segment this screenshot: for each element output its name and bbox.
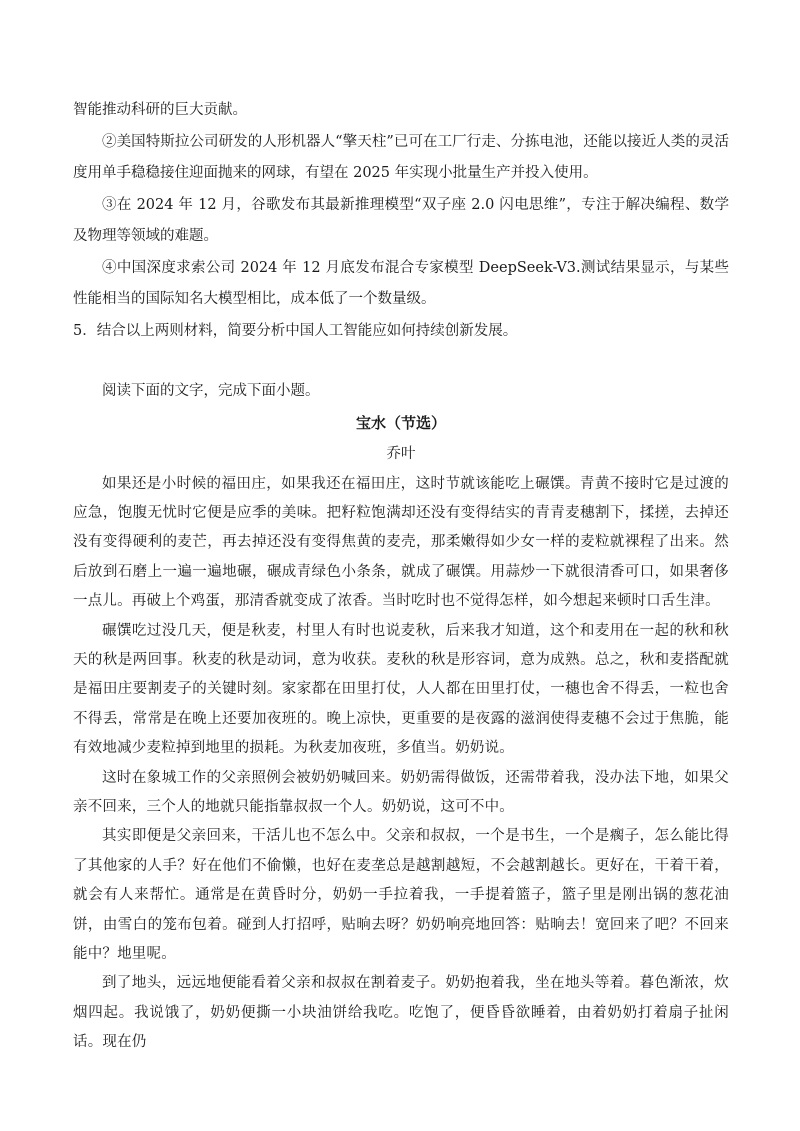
document-page — [73, 95, 729, 1058]
story-paragraph-2: 碾馔吃过没几天，便是秋麦，村里人有时也说麦秋，后来我才知道，这个和麦用在一起的秋和秋天的秋是两回事。秋麦的秋是动词，意为收获。麦秋的秋是形容词，意为成熟。总之，秋和麦搭配就是福田庄要割麦子的关键时刻。家家都在田里打仗，人人都在田里打仗，一穗也舍不得丢，一粒也舍不得丢，常常是在晚上还要加夜班的。晚上凉快，更重要的是夜露的滋润使得麦穗不会过于焦脆，能有效地减少麦粒掉到地里的损耗。为秋麦加夜班，多值当。奶奶说。 — [73, 622, 729, 757]
story-title: 宝水（节选） — [355, 413, 446, 432]
material-item-2: ②美国特斯拉公司研发的人形机器人“擎天柱”已可在工厂行走、分拣电池，还能以接近人类的灵活度用单手稳稳接住迎面抛来的网球，有望在 2025 年实现小批量生产并投入使用。 — [73, 133, 729, 181]
material-item-3: ③在 2024 年 12 月，谷歌发布其最新推理模型“双子座 2.0 闪电思维”，专注于解决编程、数学及物理等领域的难题。 — [73, 196, 729, 244]
material-section — [73, 95, 729, 316]
reading-instruction: 阅读下面的文字，完成下面小题。 — [102, 383, 320, 399]
story-paragraph-4: 其实即便是父亲回来，干活儿也不怎么中。父亲和叔叔，一个是书生，一个是瘸子，怎么能比得了其他家的人手？好在他们不偷懒，也好在麦垄总是越割越短，不会越割越长。更好在，干着干着，就会有人来帮忙。通常是在黄昏时分，奶奶一手拉着我，一手提着篮子，篮子里是刚出锅的葱花油饼，由雪白的笼布包着。碰到人打招呼，贴晌去呀？奶奶响亮地回答：贴晌去！宽回来了吧？不回来能中？地里呢。 — [73, 828, 729, 962]
question-5: 5．结合以上两则材料，简要分析中国人工智能应如何持续创新发展。 — [73, 322, 518, 339]
story-author: 乔叶 — [386, 445, 416, 462]
material-tail-line: 智能推动科研的巨大贡献。 — [73, 102, 247, 118]
story-paragraph-5: 到了地头，远远地便能看着父亲和叔叔在割着麦子。奶奶抱着我，坐在地头等着。暮色渐浓，炊烟四起。我说饿了，奶奶便撕一小块油饼给我吃。吃饱了，便昏昏欲睡着，由着奶奶打着扇子扯闲话。现在仍 — [73, 975, 729, 1051]
story-paragraph-1: 如果还是小时候的福田庄，如果我还在福田庄，这时节就该能吃上碾馔。青黄不接时它是过渡的应急，饱腹无忧时它便是应季的美味。把籽粒饱满却还没有变得结实的青青麦穗割下，揉搓，去掉还没有变得硬利的麦芒，再去掉还没有变得焦黄的麦壳，那柔嫩得如少女一样的麦粒就裸程了出来。然后放到石磨上一遍一遍地碾，碾成青绿色小条条，就成了碾馔。用蒜炒一下就很清香可口，如果奢侈一点儿。再破上个鸡蛋，那清香就变成了浓香。当时吃时也不觉得怎样，如今想起来顿时口舌生津。 — [73, 475, 729, 610]
material-item-4: ④中国深度求索公司 2024 年 12 月底发布混合专家模型 DeepSeek-V3.测试结果显示，与某些性能相当的国际知名大模型相比，成本低了一个数量级。 — [73, 259, 729, 307]
story-paragraph-3: 这时在象城工作的父亲照例会被奶奶喊回来。奶奶需得做饭，还需带着我，没办法下地，如果父亲不回来，三个人的地就只能指靠叔叔一个人。奶奶说，这可不中。 — [73, 769, 729, 815]
story-body — [73, 470, 729, 1058]
section-gap — [73, 347, 729, 376]
